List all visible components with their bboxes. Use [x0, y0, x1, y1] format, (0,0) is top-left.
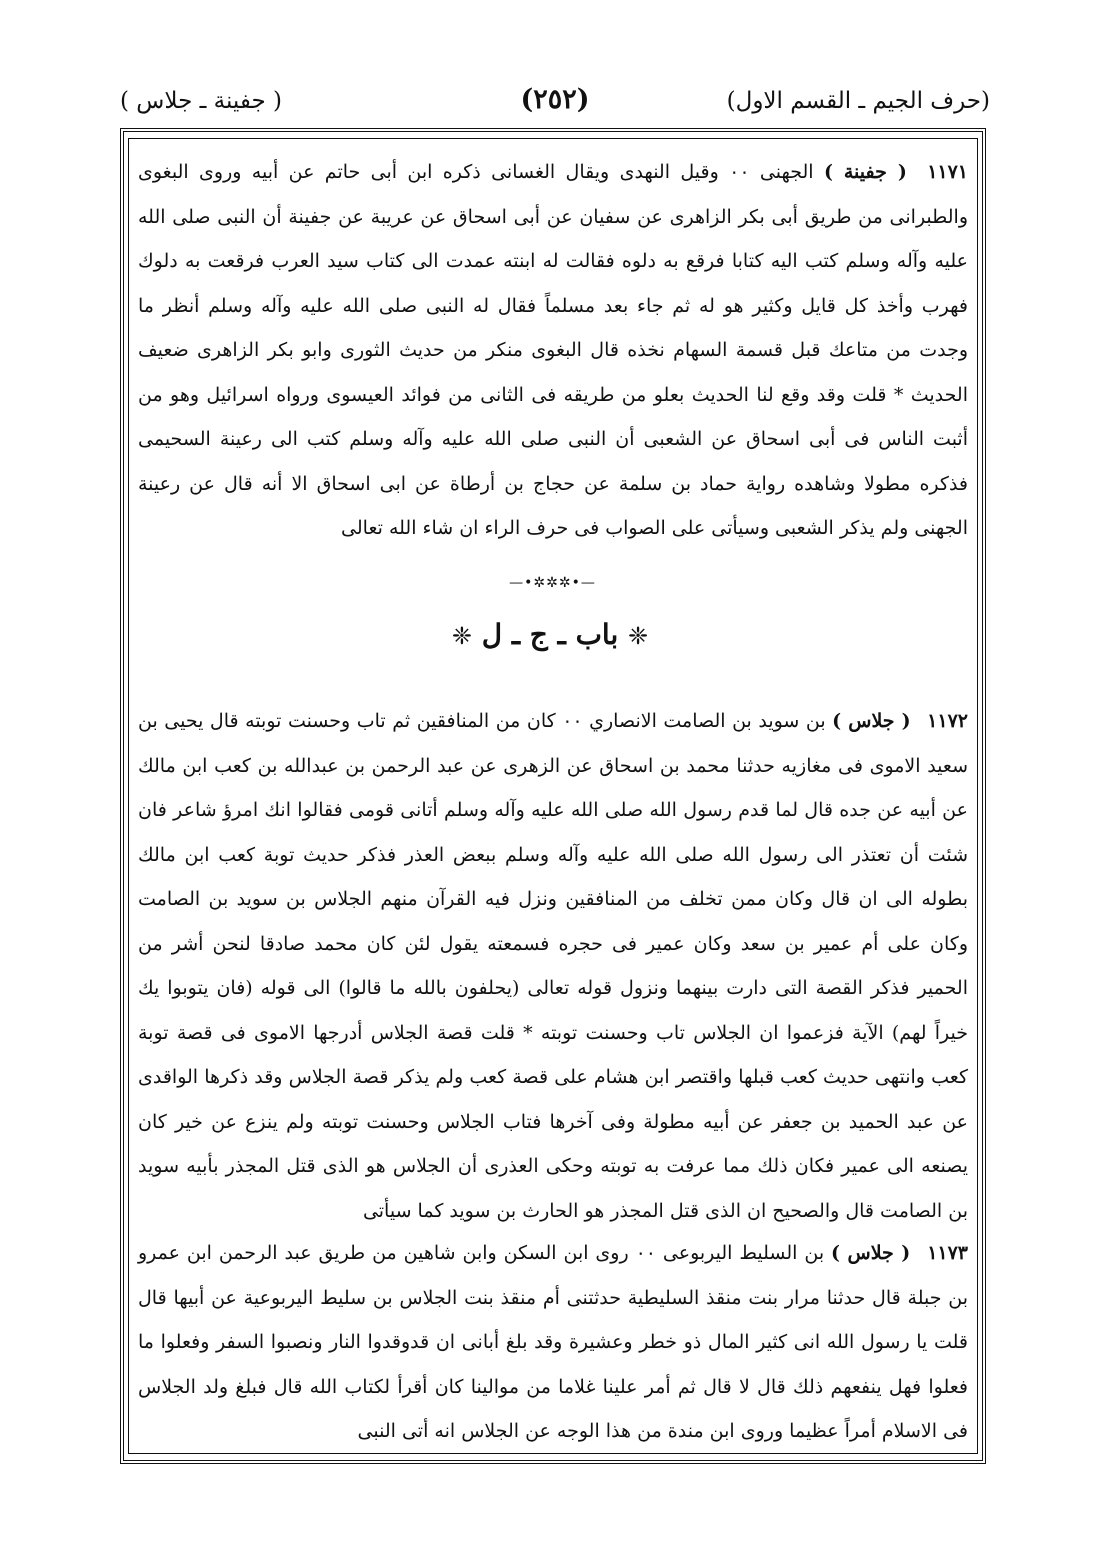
ornament-icon: ❈ [451, 622, 472, 650]
entry-text: بن السليط اليربوعى ٠٠ روى ابن السكن وابن شاهين من طريق عبد الرحمن ابن عمرو بن جبلة قال حدثنا مرار بنت منقذ السليطية حدثتنى أم منقذ بنت الجلاس بن سليط اليربوعية عن أبيها قال قلت يا رسول الله انى كثير المال ذو خطر وعشيرة وقد بلغ أبانى ان قدوقدوا النار ونصبوا السفر وفعلوا ما فعلوا فهل ينفعهم ذلك قال لا قال ثم أمر علينا غلاما من موالينا كان أقرأ لكتاب الله قال فبلغ ولد الجلاس فى الاسلام أمراً عظيما وروى ابن مندة من هذا الوجه عن الجلاس انه أتى النبى [138, 1242, 968, 1442]
chapter-heading [400, 618, 700, 668]
header-section-title: (حرف الجيم ـ القسم الاول) [726, 88, 990, 114]
entry-1172 [138, 680, 968, 1252]
entry-1171 [138, 150, 968, 551]
entry-text: الجهنى ٠٠ وقيل النهدى ويقال الغسانى ذكره ابن أبى حاتم عن أبيه وروى البغوى والطبرانى من طريق أبى بكر الزاهرى عن سفيان عن أبى اسحاق عن عريبة عن جفينة أن النبى صلى الله عليه وآله وسلم كتب اليه كتابا فرقع به دلوه فقالت له ابنته عمدت الى كتاب سيد العرب فرقعت به دلوك فهرب وأخذ كل قايل وكثير هو له ثم جاء بعد مسلماً فقال له النبى صلى الله عليه وآله وسلم أنظر ما وجدت من متاعك قبل قسمة السهام نخذه قال البغوى منكر من حديث الثورى وابو بكر الزاهرى ضعيف الحديث * قلت وقد وقع لنا الحديث بعلو من طريقه فى الثانى من فوائد العيسوى ورواه اسرائيل وهو من أثبت الناس فى أبى اسحاق عن الشعبى أن النبى صلى الله عليه وآله وسلم كتب الى رعينة السحيمى فذكره مطولا وشاهده رواية حماد بن سلمة عن حجاج بن أرطاة عن ابى اسحاق الا أنه قال عن رعينة الجهنى ولم يذكر الشعبى وسيأتى على الصواب فى حرف الراء ان شاء الله تعالى [138, 161, 968, 539]
entry-number: ١١٧٣ [927, 1242, 969, 1264]
page-number: (٢٥٢) [520, 84, 590, 115]
entry-name: ( جفينة ) [823, 161, 907, 183]
section-separator: —•✲✲✲•— [509, 575, 596, 591]
entry-number: ١١٧٢ [927, 710, 968, 732]
header-entries-range: ( جفينة ـ جلاس ) [120, 88, 283, 114]
entry-name: ( جلاس ) [831, 1242, 911, 1264]
entry-1173 [138, 1212, 968, 1473]
ornament-icon: ❈ [628, 622, 649, 650]
entry-name: ( جلاس ) [832, 710, 911, 732]
page-header [120, 84, 990, 128]
chapter-title: باب ـ ج ـ ل [481, 618, 619, 651]
entry-text: بن سويد بن الصامت الانصاري ٠٠ كان من المنافقين ثم تاب وحسنت توبته قال يحيى بن سعيد الاموى فى مغازيه حدثنا محمد بن اسحاق عن الزهرى عن عبد الرحمن بن عبدالله بن كعب ابن مالك عن أبيه عن جده قال لما قدم رسول الله صلى الله عليه وآله وسلم أتانى قومى فقالوا انك امرؤ شاعر فان شئت أن تعتذر الى رسول الله صلى الله عليه وآله وسلم ببعض العذر فذكر حديث توبة كعب ابن مالك بطوله الى ان قال وكان ممن تخلف من المنافقين ونزل فيه القرآن منهم الجلاس بن سويد بن الصامت وكان على أم عمير بن سعد وكان عمير فى حجره فسمعته يقول لئن كان محمد صادقا لنحن أشر من الحمير فذكر القصة التى دارت بينهما ونزول قوله تعالى (يحلفون بالله ما قالوا) الى قوله (فان يتوبوا يك خيراً لهم) الآية فزعموا ان الجلاس تاب وحسنت توبته * قلت قصة الجلاس أدرجها الاموى فى قصة توبة كعب وانتهى حديث كعب قبلها واقتصر ابن هشام على قصة كعب ولم يذكر قصة الجلاس وقد ذكرها الواقدى عن عبد الحميد بن جعفر عن أبيه مطولة وفى آخرها فتاب الجلاس وحسنت توبته ولم ينزع عن خير كان يصنعه الى عمير فكان ذلك مما عرفت به توبته وحكى العذرى أن الجلاس هو الذى قتل المجذر بأبيه سويد بن الصامت قال والصحيح ان الذى قتل المجذر هو الحارث بن سويد كما سيأتى [138, 710, 968, 1222]
entry-number: ١١٧١ [927, 161, 969, 183]
